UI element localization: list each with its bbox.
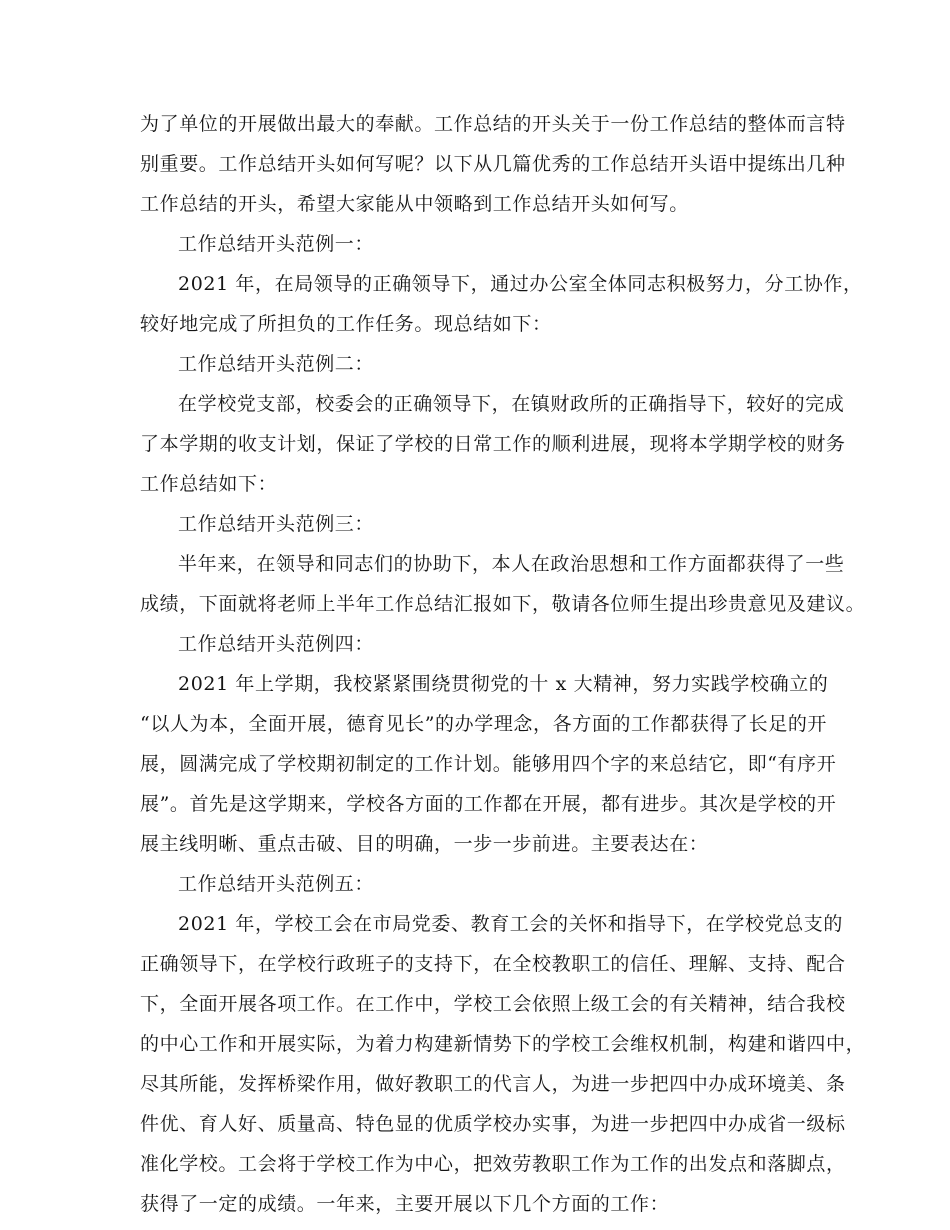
text-line: 2021 年上学期，我校紧紧围绕贯彻党的十 x 大精神，努力实践学校确立的: [178, 673, 829, 695]
text-line: 尽其所能，发挥桥梁作用，做好教职工的代言人，为进一步把四中办成环境美、条: [140, 1073, 846, 1095]
text-line: 别重要。工作总结开头如何写呢？以下从几篇优秀的工作总结开头语中提练出几种: [140, 153, 846, 175]
section-heading: 工作总结开头范例一：: [178, 233, 375, 255]
text-line: 较好地完成了所担负的工作任务。现总结如下：: [140, 313, 552, 335]
section-heading: 工作总结开头范例二：: [178, 353, 375, 375]
text-line: “以人为本，全面开展，德育见长”的办学理念，各方面的工作都获得了长足的开: [140, 713, 828, 735]
text-line: 展”。首先是这学期来，学校各方面的工作都在开展，都有进步。其次是学校的开: [140, 793, 837, 815]
text-line: 正确领导下，在学校行政班子的支持下，在全校教职工的信任、理解、支持、配合: [140, 953, 846, 975]
text-line: 件优、育人好、质量高、特色显的优质学校办实事，为进一步把四中办成省一级标: [140, 1113, 846, 1135]
text-line: 下，全面开展各项工作。在工作中，学校工会依照上级工会的有关精神，结合我校: [140, 993, 846, 1015]
text-line: 准化学校。工会将于学校工作为中心，把效劳教职工作为工作的出发点和落脚点，: [140, 1153, 846, 1175]
text-line: 成绩，下面就将老师上半年工作总结汇报如下，敬请各位师生提出珍贵意见及建议。: [140, 593, 866, 615]
section-heading: 工作总结开头范例四：: [178, 633, 375, 655]
text-line: 工作总结的开头，希望大家能从中领略到工作总结开头如何写。: [140, 193, 689, 215]
section-heading: 工作总结开头范例三：: [178, 513, 375, 535]
text-line: 在学校党支部，校委会的正确领导下，在镇财政所的正确指导下，较好的完成: [178, 393, 845, 415]
section-heading: 工作总结开头范例五：: [178, 873, 375, 895]
text-line: 了本学期的收支计划，保证了学校的日常工作的顺利进展，现将本学期学校的财务: [140, 433, 846, 455]
text-line: 获得了一定的成绩。一年来，主要开展以下几个方面的工作：: [140, 1193, 670, 1215]
text-line: 工作总结如下：: [140, 473, 278, 495]
text-line: 展主线明晰、重点击破、目的明确，一步一步前进。主要表达在：: [140, 833, 709, 855]
text-line: 展，圆满完成了学校期初制定的工作计划。能够用四个字的来总结它，即“有序开: [140, 753, 837, 775]
text-line: 半年来，在领导和同志们的协助下，本人在政治思想和工作方面都获得了一些: [178, 553, 845, 575]
text-line: 2021 年，在局领导的正确领导下，通过办公室全体同志积极努力，分工协作，: [178, 273, 863, 295]
text-line: 2021 年，学校工会在市局党委、教育工会的关怀和指导下，在学校党总支的: [178, 913, 843, 935]
text-line: 的中心工作和开展实际，为着力构建新情势下的学校工会维权机制，构建和谐四中，: [140, 1033, 866, 1055]
text-line: 为了单位的开展做出最大的奉献。工作总结的开头关于一份工作总结的整体而言特: [140, 113, 846, 135]
